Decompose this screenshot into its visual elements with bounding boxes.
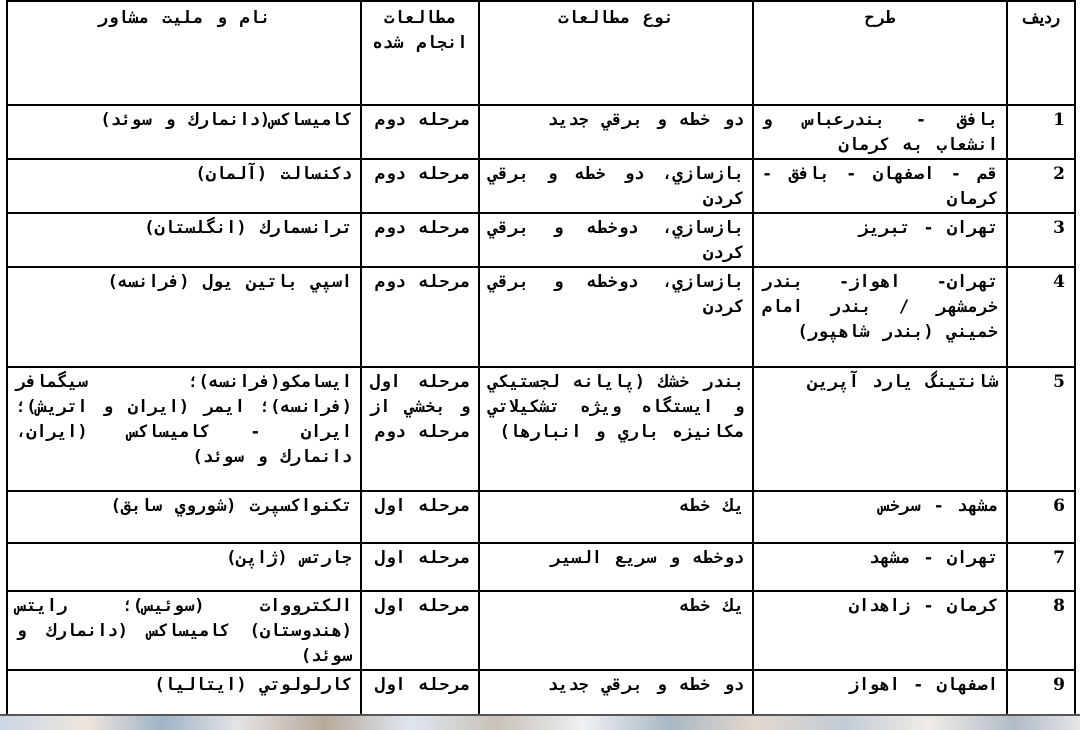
header-stage: مطالعات انجام شده [361, 1, 479, 105]
table-row [7, 159, 1075, 213]
project-cell: قم - اصفهان - بافق - كرمان [753, 159, 1007, 213]
row-number: 2 [1007, 159, 1075, 213]
header-consultant: نام و ملیت مشاور [7, 1, 361, 105]
consultant-cell: كارلولوتي (ايتاليا) [7, 670, 361, 720]
table-row [7, 491, 1075, 543]
header-study-type: نوع مطالعات [479, 1, 753, 105]
row-number: 7 [1007, 543, 1075, 591]
row-number: 6 [1007, 491, 1075, 543]
row-number: 5 [1007, 367, 1075, 491]
project-cell: شانتينگ يارد آپرين [753, 367, 1007, 491]
consultant-cell: دكنسالت (آلمان) [7, 159, 361, 213]
stage-cell: مرحله دوم [361, 105, 479, 159]
study-type-cell: يك خطه [479, 591, 753, 670]
row-number: 3 [1007, 213, 1075, 267]
row-number: 9 [1007, 670, 1075, 720]
row-number: 1 [1007, 105, 1075, 159]
table-row [7, 591, 1075, 670]
consultant-cell: ترانسمارك (انگلستان) [7, 213, 361, 267]
study-type-cell: دو خطه و برقي جديد [479, 105, 753, 159]
stage-cell: مرحله اول [361, 543, 479, 591]
study-type-cell: بندر خشك (پايانه لجستيكي و ايستگاه ويژه تشكيلاتي مكانيزه باري و انبارها) [479, 367, 753, 491]
consultant-cell: جارتس (ژاپن) [7, 543, 361, 591]
project-cell: بافق - بندرعباس و انشعاب به كرمان [753, 105, 1007, 159]
row-number: 8 [1007, 591, 1075, 670]
table-row [7, 543, 1075, 591]
study-type-cell: بازسازي، دوخطه و برقي كردن [479, 213, 753, 267]
project-cell: تهران - مشهد [753, 543, 1007, 591]
study-type-cell: يك خطه [479, 491, 753, 543]
project-cell: تهران - تبريز [753, 213, 1007, 267]
stage-cell: مرحله اول [361, 670, 479, 720]
project-cell: تهران- اهواز- بندر خرمشهر / بندر امام خميني (بندر شاهپور) [753, 267, 1007, 367]
stage-cell: مرحله اول و بخشي از مرحله دوم [361, 367, 479, 491]
project-cell: مشهد - سرخس [753, 491, 1007, 543]
stage-cell: مرحله اول [361, 591, 479, 670]
rail-studies-table [6, 0, 1076, 721]
project-cell: اصفهان - اهواز [753, 670, 1007, 720]
table-row [7, 367, 1075, 491]
header-project: طرح [753, 1, 1007, 105]
study-type-cell: بازسازي، دو خطه و برقي كردن [479, 159, 753, 213]
stage-cell: مرحله دوم [361, 267, 479, 367]
row-number: 4 [1007, 267, 1075, 367]
stage-cell: مرحله دوم [361, 159, 479, 213]
table-row [7, 213, 1075, 267]
study-type-cell: دو خطه و برقي جديد [479, 670, 753, 720]
table-row [7, 670, 1075, 720]
table-row [7, 105, 1075, 159]
consultant-cell: ايسامكو(فرانسه)؛ سيگمافر (فرانسه)؛ ايمر (ايران و اتريش)؛ ايران - كاميساكس (ايران، دانمارك و سوئد) [7, 367, 361, 491]
consultant-cell: كاميساكس(دانمارك و سوئد) [7, 105, 361, 159]
stage-cell: مرحله دوم [361, 213, 479, 267]
thumbnail-strip [0, 716, 1080, 730]
consultant-cell: تكنواكسپرت (شوروي سابق) [7, 491, 361, 543]
table-row [7, 267, 1075, 367]
stage-cell: مرحله اول [361, 491, 479, 543]
consultant-cell: الكترووات (سوئيس)؛ رايتس (هندوستان) كاميساكس (دانمارك و سوئد) [7, 591, 361, 670]
project-cell: كرمان - زاهدان [753, 591, 1007, 670]
header-row-number: ردیف [1007, 1, 1075, 105]
consultant-cell: اسپي باتين يول (فرانسه) [7, 267, 361, 367]
table-header-row [7, 1, 1075, 105]
study-type-cell: دوخطه و سريع السير [479, 543, 753, 591]
study-type-cell: بازسازي، دوخطه و برقي كردن [479, 267, 753, 367]
